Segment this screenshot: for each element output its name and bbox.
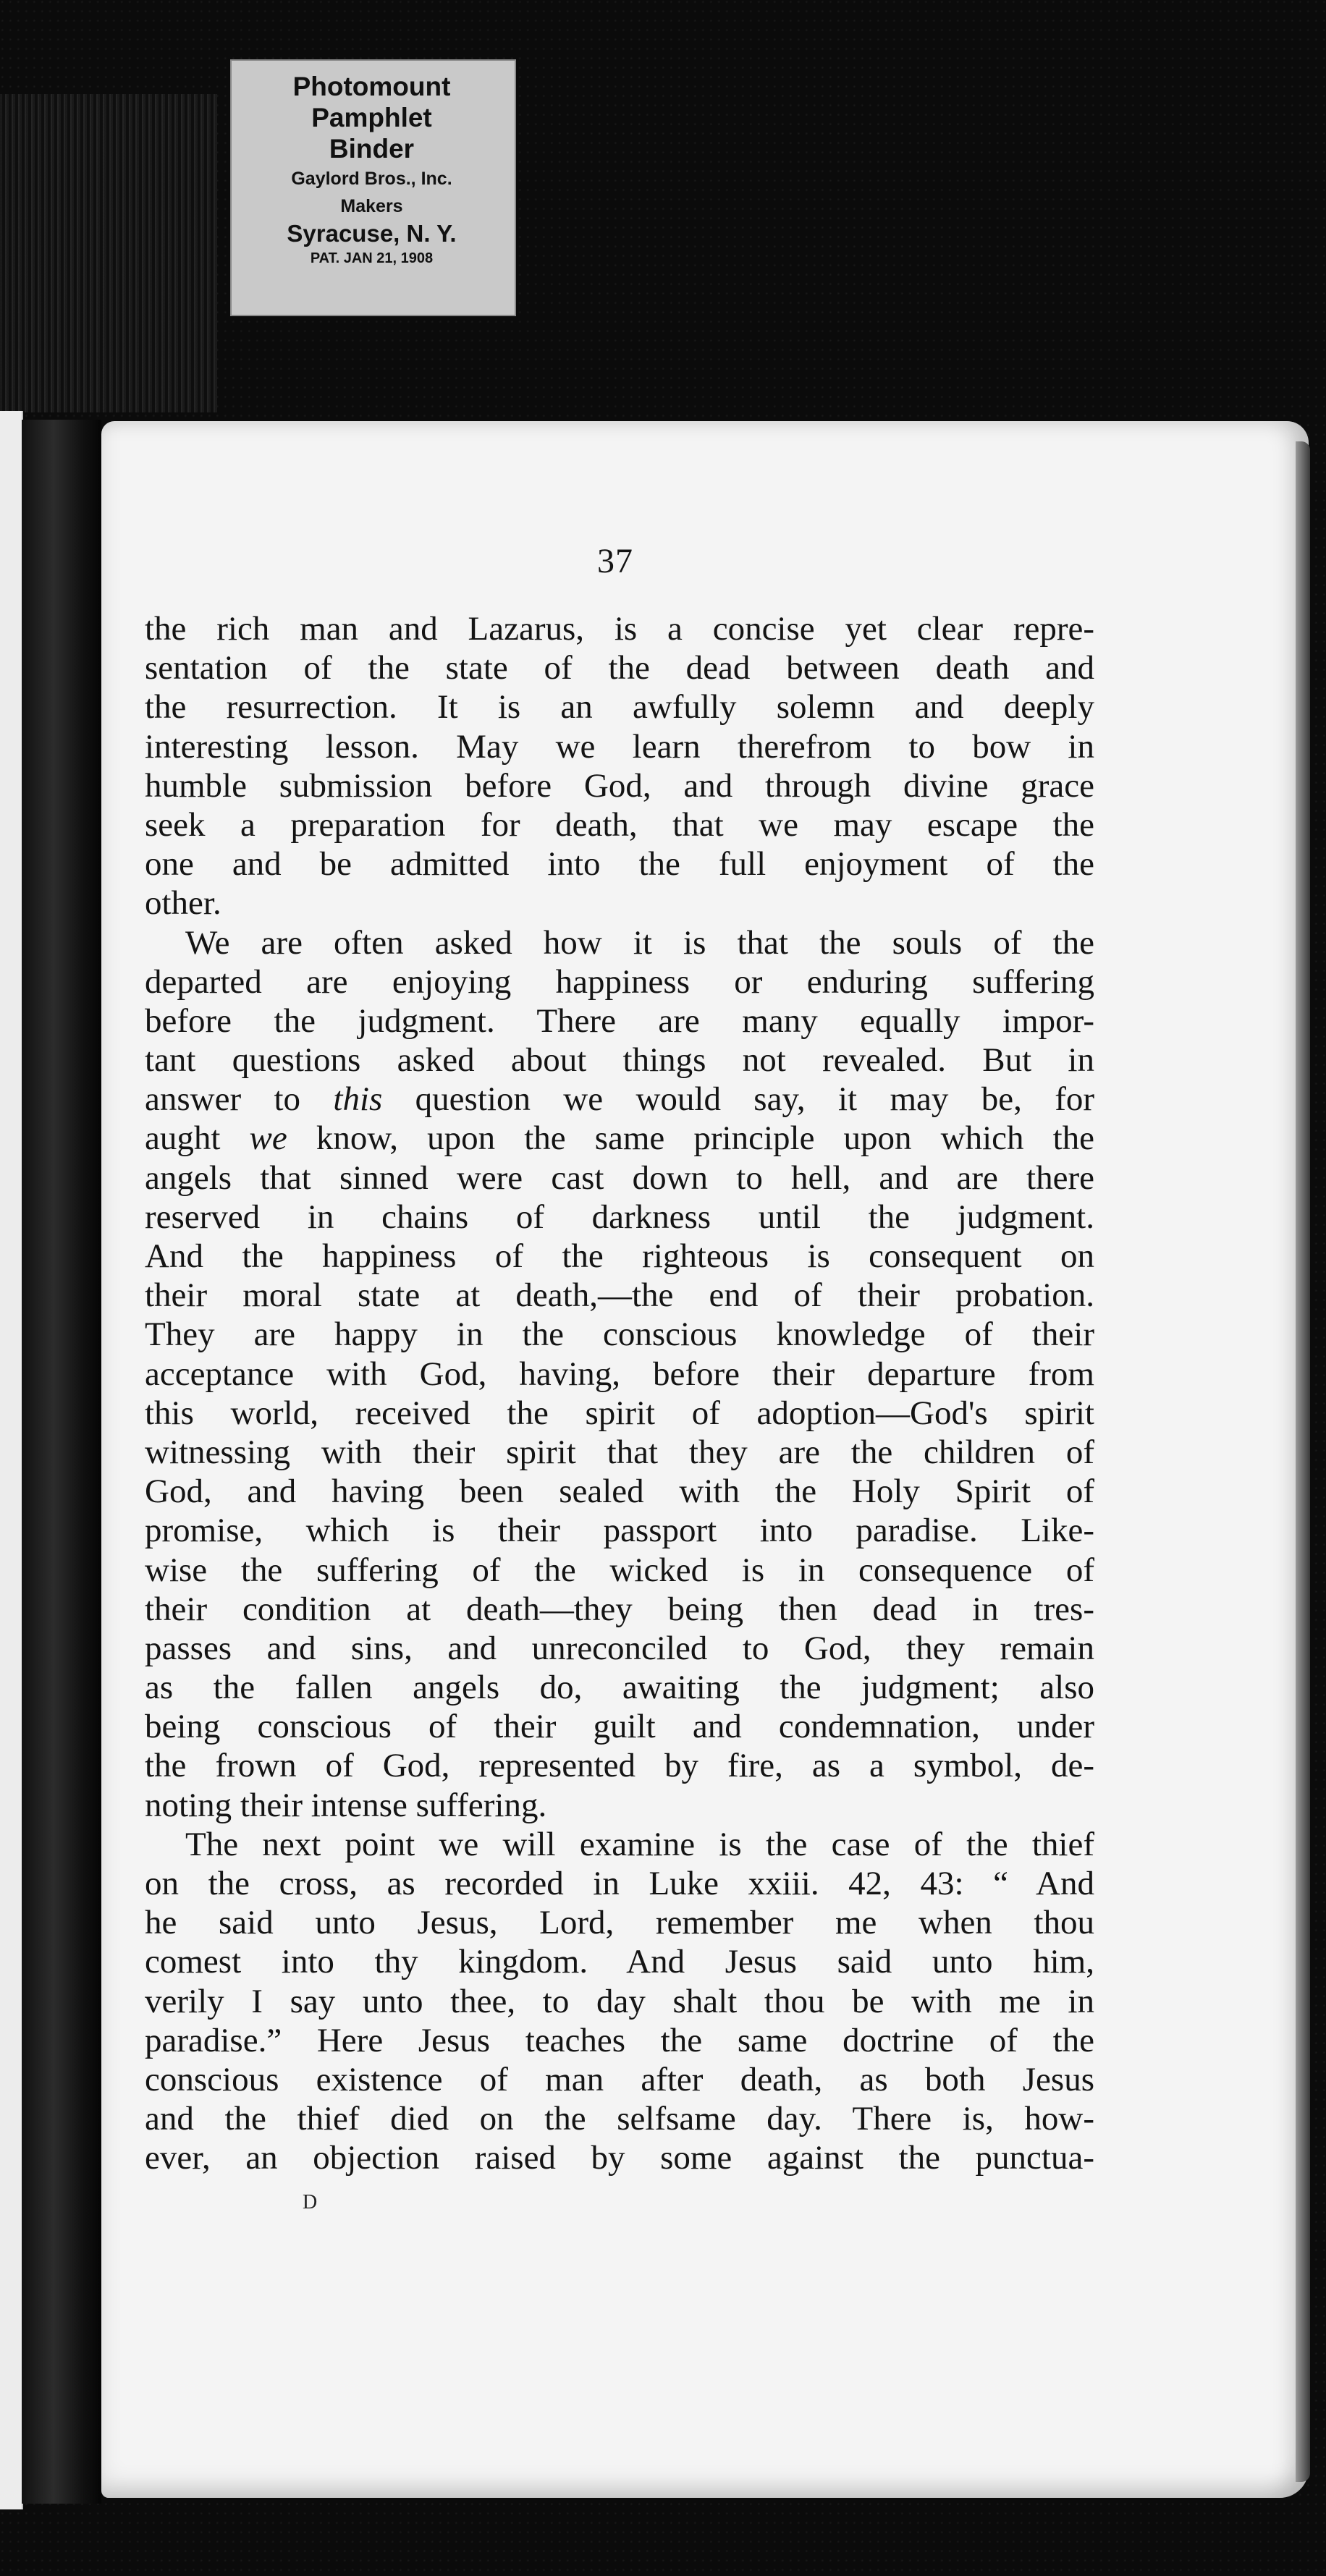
text-line: The next point we will examine is the case of the thief: [185, 1825, 1094, 1863]
text-line: noting their intense suffering.: [145, 1786, 547, 1824]
text-line: interesting lesson. May we learn therefrom to bow in: [145, 727, 1094, 766]
binder-label: [230, 59, 516, 316]
text-line-mixed: [145, 1080, 1094, 1119]
binder-label-line: Syracuse, N. Y.: [287, 220, 457, 247]
page-number: 37: [597, 542, 633, 580]
text-line: before the judgment. There are many equally impor-: [145, 1001, 1094, 1040]
binder-label-line: Pamphlet: [311, 103, 432, 132]
facing-page-edge: [0, 411, 23, 2509]
binder-label-line: PAT. JAN 21, 1908: [310, 250, 434, 266]
text-line: God, and having been sealed with the Holy Spirit of: [145, 1473, 1094, 1511]
text-line: as the fallen angels do, awaiting the judgment; also: [145, 1669, 1094, 1707]
binding-spine: [0, 94, 217, 412]
text-line: the rich man and Lazarus, is a concise yet clear repre-: [145, 610, 1094, 648]
text-line: wise the suffering of the wicked is in consequence of: [145, 1551, 1094, 1589]
text-line: ever, an objection raised by some against the punctua-: [145, 2139, 1094, 2177]
text-line: one and be admitted into the full enjoyment of the: [145, 845, 1094, 884]
italic-emphasis: we: [249, 1119, 287, 1158]
text-line: And the happiness of the righteous is consequent on: [145, 1237, 1094, 1275]
signature-mark: D: [303, 2191, 318, 2213]
text-line: reserved in chains of darkness until the judgment.: [145, 1198, 1094, 1236]
text-line: verily I say unto thee, to day shalt thou be with me in: [145, 1982, 1094, 2020]
text-line: angels that sinned were cast down to hell, and are there: [145, 1158, 1094, 1197]
italic-emphasis: this: [333, 1080, 383, 1119]
text-line: and the thief died on the selfsame day. There is, how-: [145, 2100, 1094, 2138]
text-line: the resurrection. It is an awfully solemn and deeply: [145, 688, 1094, 726]
binder-label-line: Binder: [329, 134, 415, 164]
text-line: We are often asked how it is that the souls of the: [185, 923, 1094, 962]
text-line: this world, received the spirit of adoption—God's spirit: [145, 1394, 1094, 1432]
text-line: being conscious of their guilt and condemnation, under: [145, 1708, 1094, 1746]
text-line: paradise.” Here Jesus teaches the same doctrine of the: [145, 2021, 1094, 2059]
text-line: acceptance with God, having, before their departure from: [145, 1355, 1094, 1393]
binder-label-line: Makers: [340, 196, 403, 216]
text-line: he said unto Jesus, Lord, remember me when thou: [145, 1904, 1094, 1942]
text-line: on the cross, as recorded in Luke xxiii. 42, 43: “ And: [145, 1865, 1094, 1902]
inner-binding: [22, 420, 101, 2504]
text-segment: answer to: [145, 1080, 301, 1119]
text-segment: know, upon the same principle upon which the: [316, 1119, 1094, 1158]
text-line: comest into thy kingdom. And Jesus said unto him,: [145, 1943, 1094, 1981]
binder-label-line: Photomount: [292, 72, 451, 101]
text-line: humble submission before God, and through divine grace: [145, 766, 1094, 805]
text-line: their condition at death—they being then dead in tres-: [145, 1590, 1094, 1628]
text-line: conscious existence of man after death, as both Jesus: [145, 2060, 1094, 2098]
text-line: sentation of the state of the dead between death and: [145, 649, 1094, 687]
text-line-mixed: [145, 1119, 1094, 1158]
text-segment: aught: [145, 1119, 221, 1158]
page-right-edge: [1296, 441, 1310, 2482]
text-line: tant questions asked about things not revealed. But in: [145, 1041, 1094, 1080]
text-line: They are happy in the conscious knowledge of their: [145, 1315, 1094, 1354]
text-line: witnessing with their spirit that they are the children of: [145, 1433, 1094, 1471]
text-line: seek a preparation for death, that we may escape the: [145, 805, 1094, 844]
text-line: the frown of God, represented by fire, as a symbol, de-: [145, 1747, 1094, 1785]
binder-label-line: Gaylord Bros., Inc.: [291, 169, 452, 189]
text-line: other.: [145, 884, 221, 923]
text-line: their moral state at death,—the end of their probation.: [145, 1276, 1094, 1315]
text-line: promise, which is their passport into paradise. Like-: [145, 1512, 1094, 1550]
text-line: passes and sins, and unreconciled to God, they remain: [145, 1629, 1094, 1667]
page-body-text: [145, 609, 1094, 2178]
text-line: departed are enjoying happiness or enduring suffering: [145, 962, 1094, 1001]
text-segment: question we would say, it may be, for: [415, 1080, 1094, 1119]
